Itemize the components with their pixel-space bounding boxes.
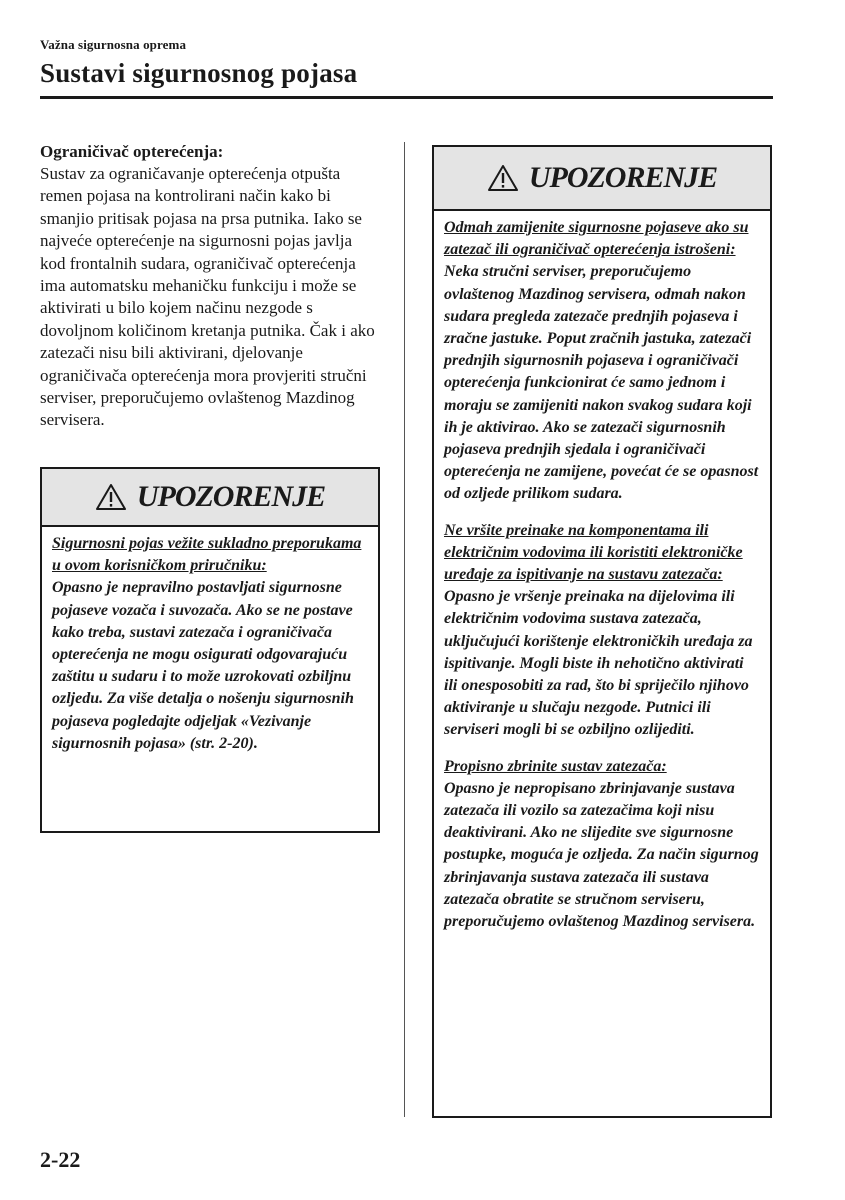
warning-section — [444, 756, 760, 934]
page-title: Sustavi sigurnosnog pojasa — [40, 58, 358, 88]
warning-section-heading: Sigurnosni pojas vežite sukladno preporukama u ovom korisničkom priručniku: — [52, 535, 362, 575]
warning-section-heading: Ne vršite preinake na komponentama ili električnim vodovima ili koristiti elektroničke uređaje za ispitivanje na sustavu zatezača: — [444, 521, 743, 584]
load-limiter-heading: Ograničivač opterećenja: — [40, 142, 224, 161]
page-number: 2-22 — [40, 1147, 81, 1172]
warning-triangle-icon — [95, 483, 127, 511]
title-divider — [40, 96, 773, 99]
warning-title: UPOZORENJE — [528, 161, 718, 194]
column-divider — [404, 142, 405, 1117]
warning-section-heading: Propisno zbrinite sustav zatezača: — [444, 757, 667, 775]
warning-section-text: Neka stručni serviser, preporučujemo ovlaštenog Mazdinog servisera, odmah nakon sudara pregleda zatezače prednjih pojaseva i zračne jastuke. Poput zračnih jastuka, zatezači prednjih sigurnosnih pojaseva i ograničivači opterećenja funkcionirat će samo jednom i moraju se zamijeniti nakon svakog sudara koji ih je aktivirao. Ako se zatezači sigurnosnih pojaseva prednjih sjedala i ograničivači opterećenja ne zamijene, povećat će se opasnost od ozljede prilikom sudara. — [444, 263, 759, 503]
warning-header — [434, 147, 770, 211]
warning-body — [434, 211, 770, 941]
warning-section-heading: Odmah zamijenite sigurnosne pojaseve ako su zatezač ili ograničivač opterećenja istrošeni: — [444, 219, 749, 259]
warning-section — [52, 533, 368, 755]
warning-section — [444, 520, 760, 742]
warning-section-text: Opasno je vršenje preinaka na dijelovima ili električnim vodovima sustava zatezača, uključujući korištenje elektroničkih uređaja za ispitivanje. Mogli biste ih nehotično aktivirati ili onesposobiti za rad, što bi spriječilo njihovo aktiviranje u slučaju nezgode. Putnici ili serviseri mogli bi se ozbiljno ozlijediti. — [444, 588, 753, 739]
warning-section — [444, 217, 760, 506]
warning-title: UPOZORENJE — [136, 480, 326, 513]
warning-box-right — [432, 145, 772, 1118]
section-label: Važna sigurnosna oprema — [40, 37, 187, 52]
warning-triangle-icon — [487, 164, 519, 192]
warning-body — [42, 527, 378, 763]
left-column — [40, 141, 380, 432]
load-limiter-body: Sustav za ograničavanje opterećenja otpušta remen pojasa na kontrolirani način kako bi smanjio pritisak pojasa na prsa putnika. Iako se najveće opterećenje na sigurnosni pojas javlja kod frontalnih sudara, ograničivač opterećenja ima automatsku mehaničku funkciju i može se aktivirati u bilo kojem načinu nezgode s dovoljnom količinom kretanja putnika. Čak i ako zatezači nisu bili aktivirani, djelovanje ograničivača opterećenja mora provjeriti stručni serviser, preporučujemo ovlaštenog Mazdinog servisera. — [40, 164, 375, 430]
warning-header — [42, 469, 378, 527]
warning-section-text: Opasno je nepravilno postavljati sigurnosne pojaseve vozača i suvozača. Ako se ne postave kako treba, sustavi zatezača i ograničivača opterećenja ne mogu osigurati odgovarajuću zaštitu u sudaru i to može uzrokovati ozbiljnu ozljedu. Za više detalja o nošenju sigurnosnih pojaseva pogledajte odjeljak «Vezivanje sigurnosnih pojasa» (str. 2-20). — [52, 579, 354, 752]
warning-section-text: Opasno je nepropisano zbrinjavanje sustava zatezača ili vozilo sa zatezačima koji nisu deaktivirani. Ako ne slijedite sve sigurnosne postupke, moguća je ozljeda. Za način sigurnog zbrinjavanja sustava zatezača ili sustava zatezača obratite se stručnom serviseru, preporučujemo ovlaštenog Mazdinog servisera. — [444, 779, 759, 931]
warning-box-left — [40, 467, 380, 833]
